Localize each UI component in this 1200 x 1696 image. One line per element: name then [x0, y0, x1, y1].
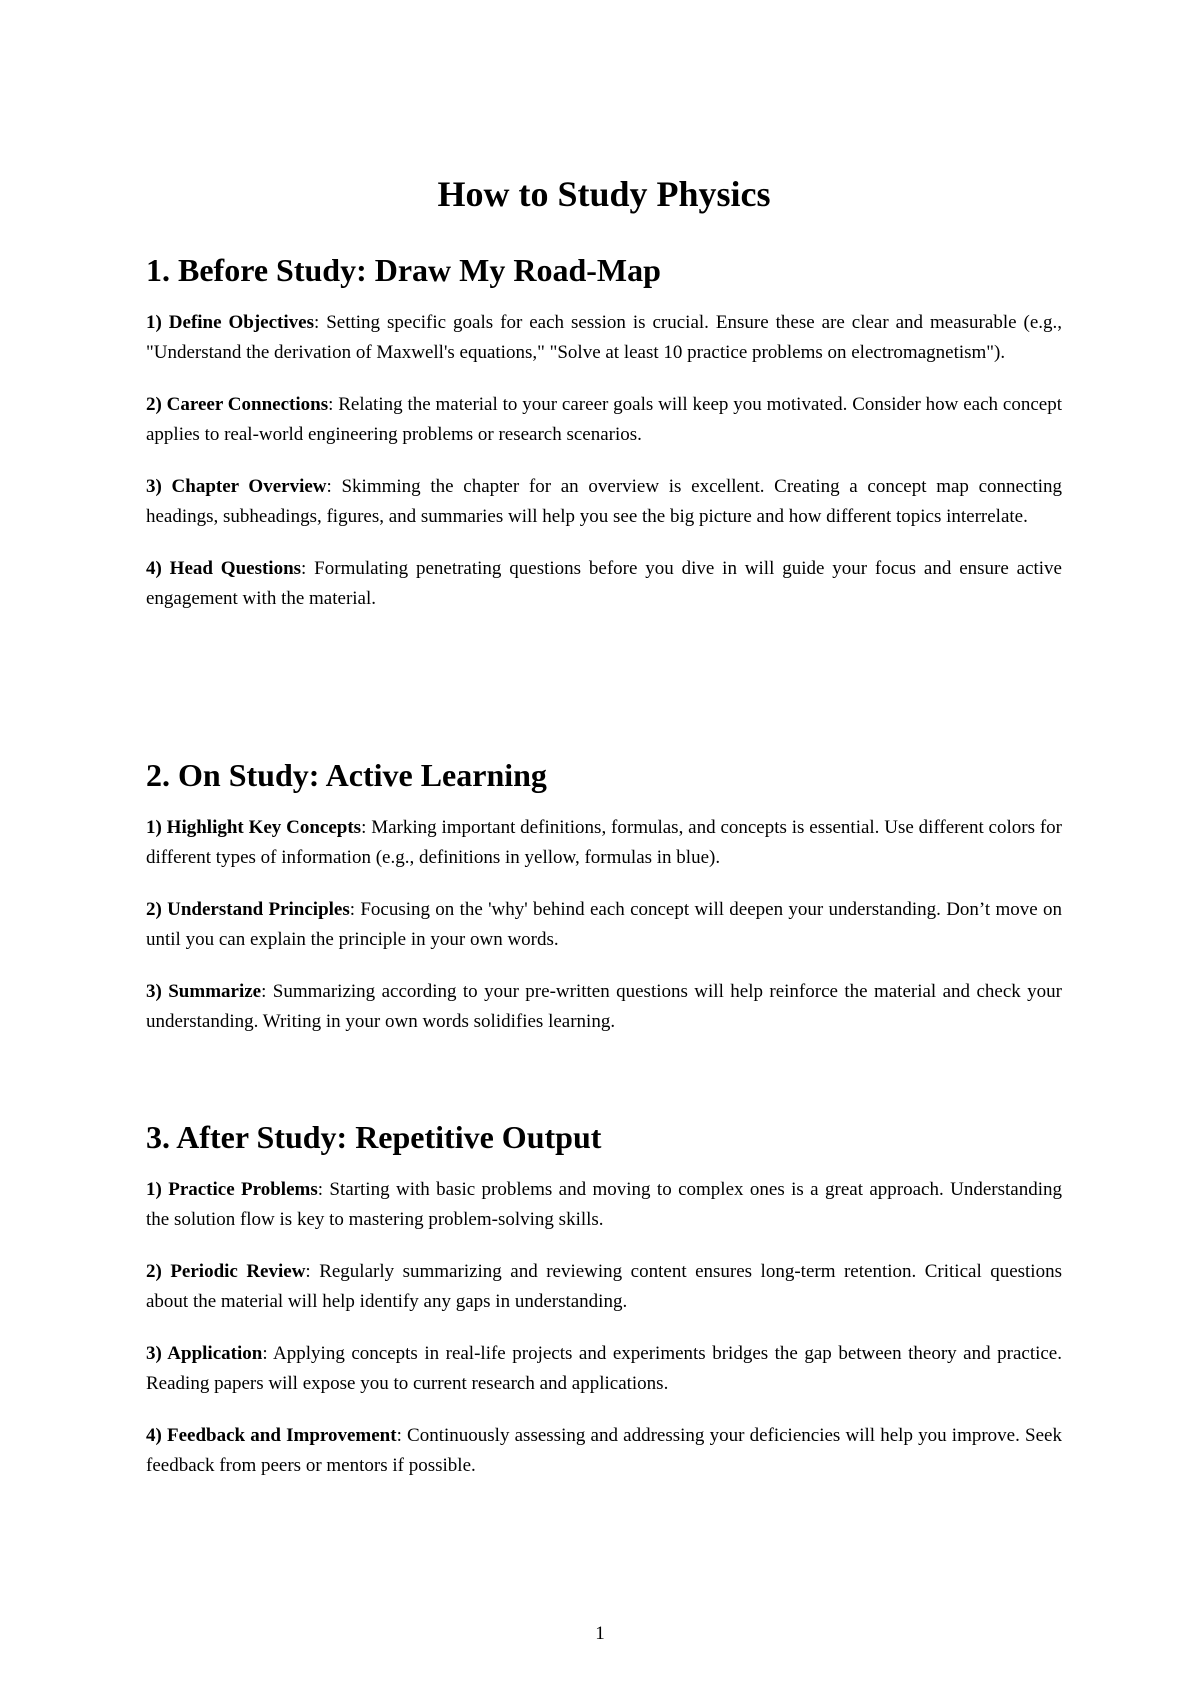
item-label: 1) Practice Problems	[146, 1179, 318, 1200]
item-text: : Relating the material to your career goals will keep you motivated. Consider how each concept applies to real-world engineering problems or research scenarios.	[146, 394, 1062, 445]
list-item	[146, 1421, 1062, 1481]
list-item	[146, 895, 1062, 955]
item-label: 2) Periodic Review	[146, 1261, 306, 1282]
section-before-study	[146, 250, 1062, 636]
item-text: : Skimming the chapter for an overview is excellent. Creating a concept map connecting headings, subheadings, figures, and summaries will help you see the big picture and how different topics interrelate.	[146, 476, 1062, 527]
item-label: 1) Highlight Key Concepts	[146, 817, 362, 838]
item-text: : Starting with basic problems and moving to complex ones is a great approach. Understanding the solution flow is key to mastering problem-solving skills.	[146, 1179, 1062, 1230]
item-text: : Focusing on the 'why' behind each concept will deepen your understanding. Don’t move on until you can explain the principle in your own words.	[146, 899, 1062, 950]
item-text: : Summarizing according to your pre-written questions will help reinforce the material and check your understanding. Writing in your own words solidifies learning.	[146, 981, 1062, 1032]
section-heading: 2. On Study: Active Learning	[146, 757, 547, 793]
list-item	[146, 390, 1062, 450]
item-label: 4) Feedback and Improvement	[146, 1425, 397, 1446]
page-number: 1	[595, 1623, 605, 1644]
section-on-study	[146, 755, 1062, 1059]
item-label: 3) Application	[146, 1343, 263, 1364]
list-item	[146, 1339, 1062, 1399]
section-after-study	[146, 1117, 1062, 1503]
item-label: 1) Define Objectives	[146, 312, 314, 333]
item-text: : Formulating penetrating questions before you dive in will guide your focus and ensure active engagement with the material.	[146, 558, 1062, 609]
list-item	[146, 554, 1062, 614]
item-text: : Marking important definitions, formulas, and concepts is essential. Use different colors for different types of information (e.g., definitions in yellow, formulas in blue).	[146, 817, 1062, 868]
item-text: : Continuously assessing and addressing your deficiencies will help you improve. Seek feedback from peers or mentors if possible.	[146, 1425, 1062, 1476]
item-label: 3) Summarize	[146, 981, 262, 1002]
list-item	[146, 472, 1062, 532]
list-item	[146, 308, 1062, 368]
list-item	[146, 1175, 1062, 1235]
list-item	[146, 1257, 1062, 1317]
item-text: : Regularly summarizing and reviewing content ensures long-term retention. Critical questions about the material will help identify any gaps in understanding.	[146, 1261, 1062, 1312]
list-item	[146, 977, 1062, 1037]
item-text: : Applying concepts in real-life projects and experiments bridges the gap between theory and practice. Reading papers will expose you to current research and applications.	[146, 1343, 1062, 1394]
item-label: 4) Head Questions	[146, 558, 302, 579]
section-heading: 3. After Study: Repetitive Output	[146, 1119, 602, 1155]
item-label: 2) Understand Principles	[146, 899, 350, 920]
item-label: 2) Career Connections	[146, 394, 329, 415]
section-heading: 1. Before Study: Draw My Road-Map	[146, 252, 661, 288]
item-text: : Setting specific goals for each session is crucial. Ensure these are clear and measurable (e.g., "Understand the derivation of Maxwell's equations," "Solve at least 10 practice problems on electromagnetism").	[146, 312, 1062, 363]
item-label: 3) Chapter Overview	[146, 476, 327, 497]
list-item	[146, 813, 1062, 873]
document-title: How to Study Physics	[437, 174, 771, 214]
